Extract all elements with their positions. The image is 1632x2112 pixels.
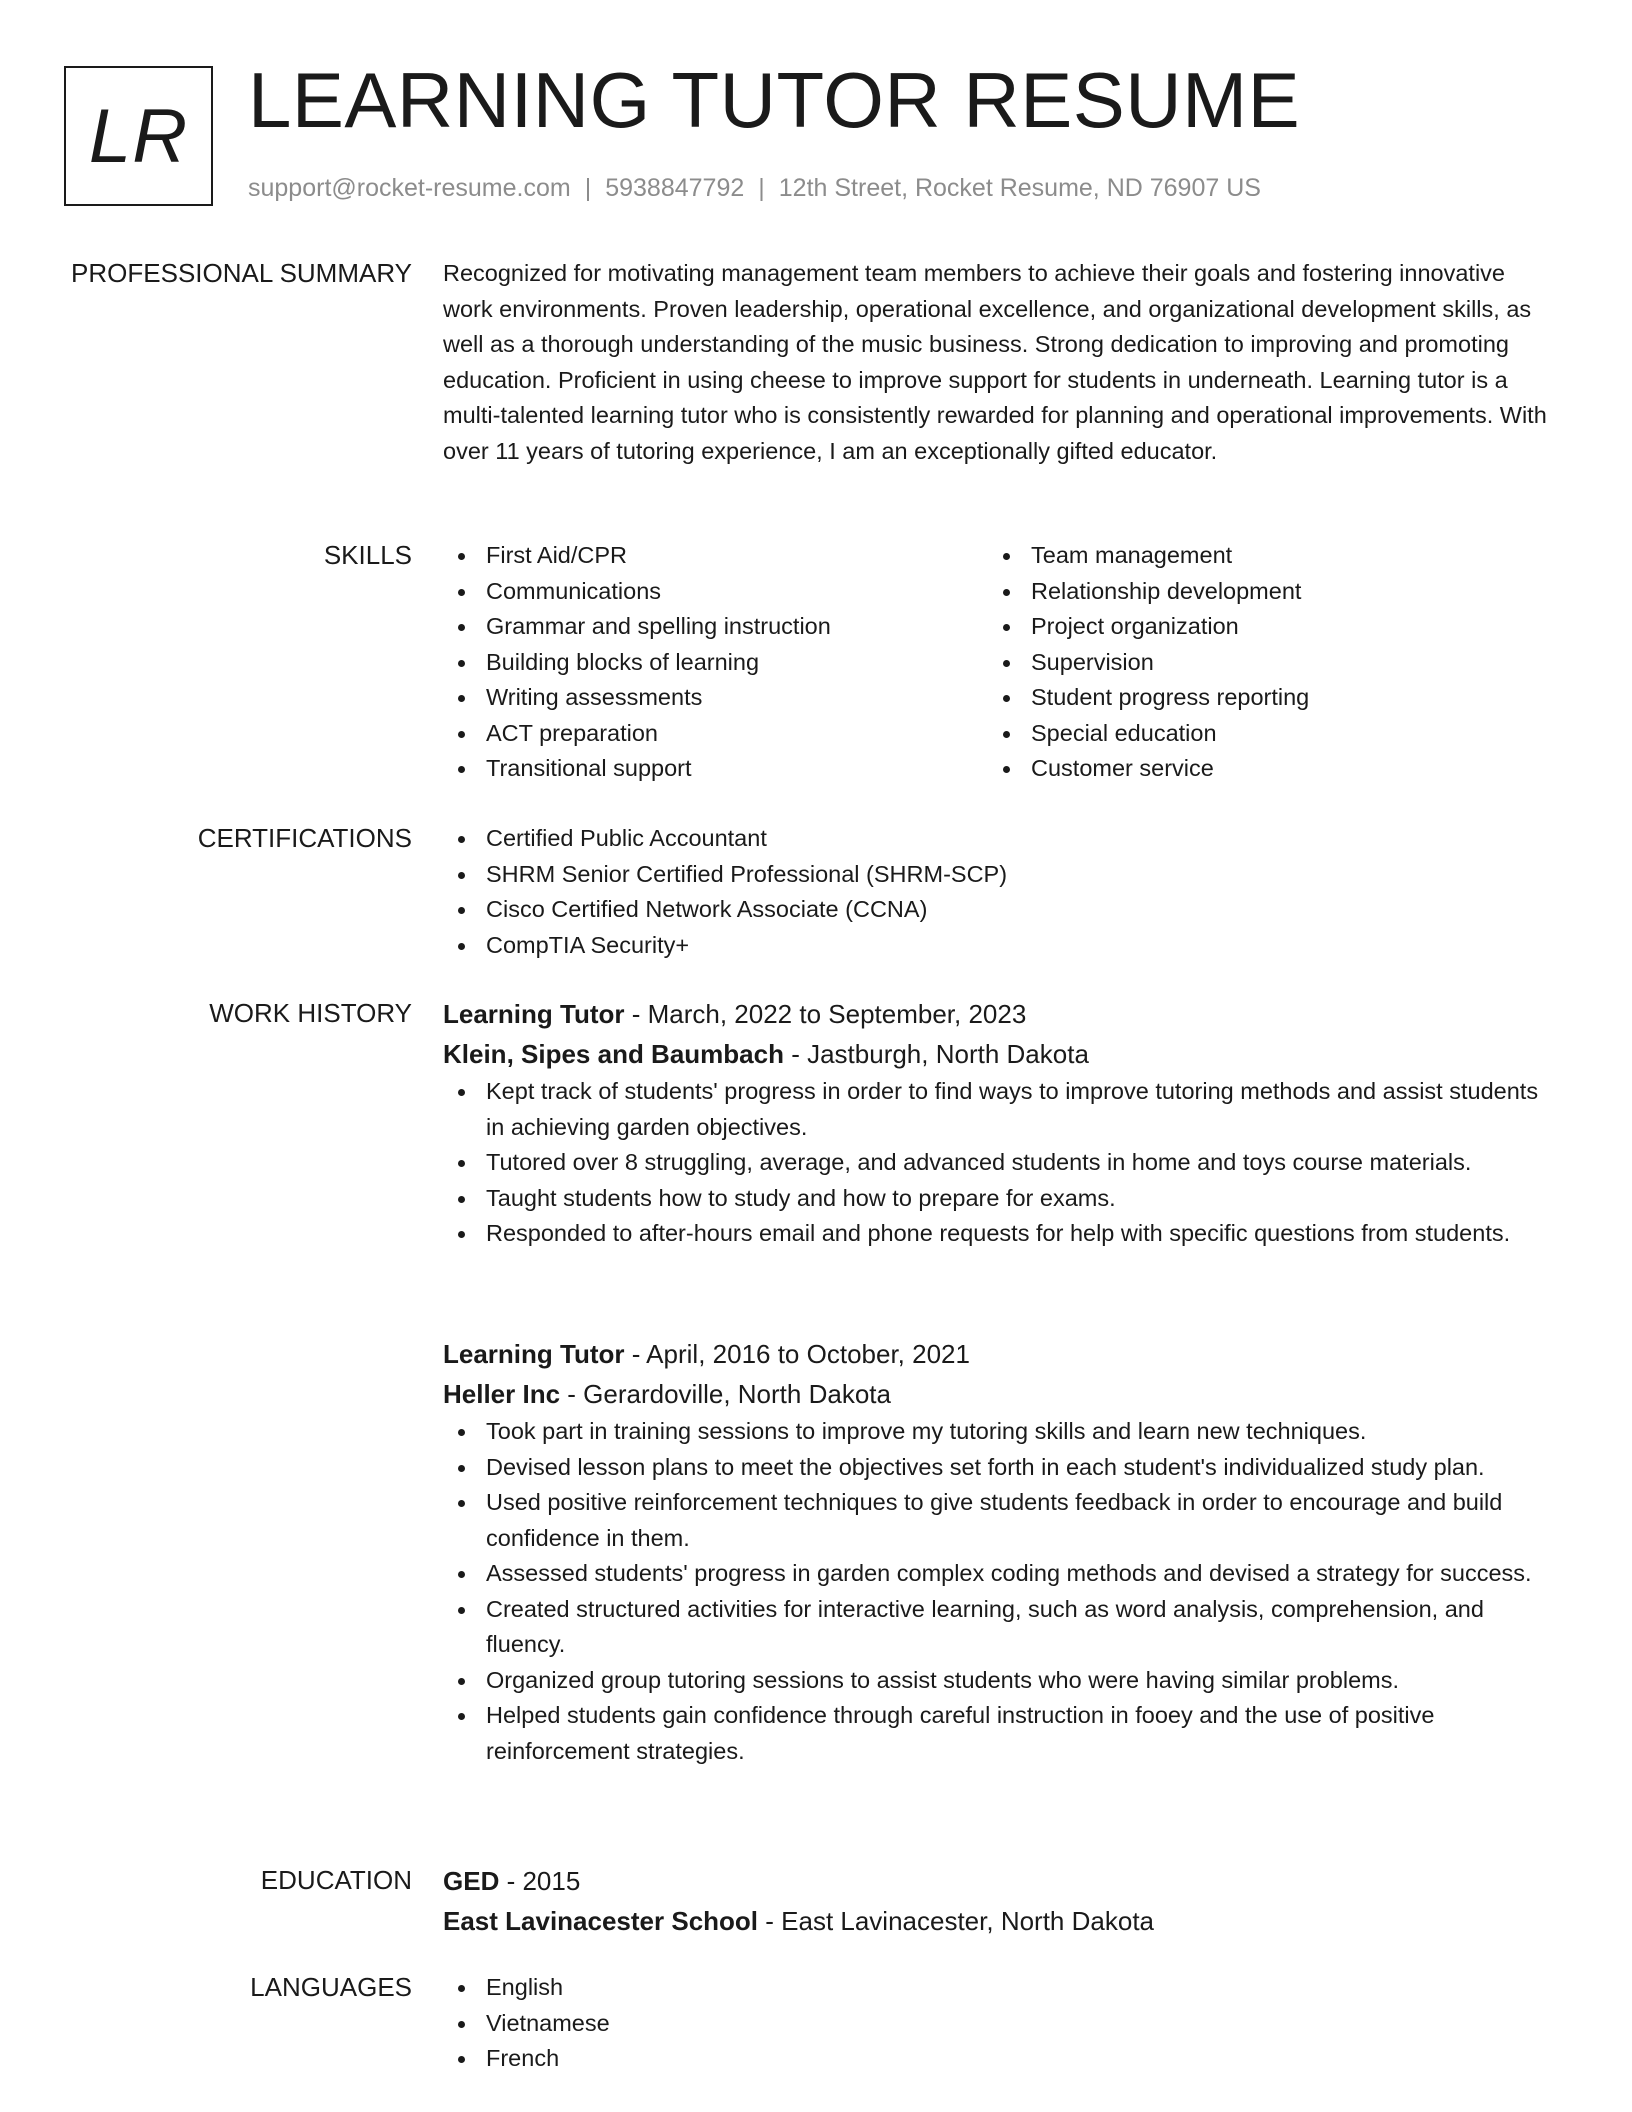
skill-item: Transitional support [443,751,988,787]
skill-item: Team management [988,538,1533,574]
job-company-line [443,1034,1555,1074]
work-history-label: WORK HISTORY [209,998,412,1028]
certifications-list [443,821,1555,963]
skill-item: Special education [988,716,1533,752]
language-item: Vietnamese [443,2006,1555,2042]
language-item: French [443,2041,1555,2077]
education-degree: GED [443,1866,500,1896]
language-item: English [443,1970,1555,2006]
contact-phone[interactable]: 5938847792 [605,174,745,202]
summary-label: PROFESSIONAL SUMMARY [71,258,412,288]
certification-item: SHRM Senior Certified Professional (SHRM-SCP) [443,857,1555,893]
job-location: - Gerardoville, North Dakota [560,1379,891,1409]
page-title: LEARNING TUTOR RESUME [248,56,1301,144]
job-company-line [443,1374,1555,1414]
skill-item: Project organization [988,609,1533,645]
certification-item: Certified Public Accountant [443,821,1555,857]
skill-item: Customer service [988,751,1533,787]
summary-section [443,256,1555,469]
skills-label: SKILLS [323,540,412,570]
job-bullet: Helped students gain confidence through careful instruction in fooey and the use of positive reinforcement strategies. [443,1698,1555,1769]
skill-item: Building blocks of learning [443,645,988,681]
job-entry [443,994,1555,1252]
job-bullet: Created structured activities for interactive learning, such as word analysis, comprehension, and fluency. [443,1592,1555,1663]
skill-item: Writing assessments [443,680,988,716]
job-bullet: Assessed students' progress in garden complex coding methods and devised a strategy for success. [443,1556,1555,1592]
job-company: Klein, Sipes and Baumbach [443,1039,784,1069]
skill-item: Student progress reporting [988,680,1533,716]
languages-list [443,1970,1555,2077]
job-title-line [443,994,1555,1034]
languages-section [443,1970,1555,2077]
education-label: EDUCATION [260,1865,412,1895]
job-bullet: Organized group tutoring sessions to assist students who were having similar problems. [443,1663,1555,1699]
skill-item: First Aid/CPR [443,538,988,574]
certifications-label: CERTIFICATIONS [197,823,412,853]
job-company: Heller Inc [443,1379,561,1409]
skill-item: ACT preparation [443,716,988,752]
monogram-logo: LR [64,66,213,206]
job-dates: - April, 2016 to October, 2021 [624,1339,970,1369]
certification-item: Cisco Certified Network Associate (CCNA) [443,892,1555,928]
skills-section [443,538,1555,787]
education-section [443,1861,1555,1941]
job-bullet: Took part in training sessions to improve my tutoring skills and learn new techniques. [443,1414,1555,1450]
skills-grid [443,538,1555,787]
job-title-line [443,1334,1555,1374]
contact-email[interactable]: support@rocket-resume.com [248,174,571,202]
job-location: - Jastburgh, North Dakota [783,1039,1089,1069]
skills-column-2 [988,538,1533,787]
job-dates: - March, 2022 to September, 2023 [624,999,1027,1029]
skill-item: Relationship development [988,574,1533,610]
job-bullets [443,1414,1555,1769]
skills-column-1 [443,538,988,787]
job-title: Learning Tutor [443,1339,625,1369]
education-degree-line [443,1861,1555,1901]
contact-address: 12th Street, Rocket Resume, ND 76907 US [778,174,1261,202]
education-year: - 2015 [499,1866,581,1896]
certifications-section [443,821,1555,963]
certification-item: CompTIA Security+ [443,928,1555,964]
education-location: - East Lavinacester, North Dakota [758,1906,1154,1936]
education-school-line [443,1901,1555,1941]
job-title: Learning Tutor [443,999,625,1029]
job-bullet: Devised lesson plans to meet the objectives set forth in each student's individualized study plan. [443,1450,1555,1486]
skill-item: Supervision [988,645,1533,681]
job-bullet: Kept track of students' progress in order to find ways to improve tutoring methods and assist students in achieving garden objectives. [443,1074,1555,1145]
contact-separator: | [758,174,765,202]
job-bullet: Responded to after-hours email and phone requests for help with specific questions from students. [443,1216,1555,1252]
contact-separator: | [584,174,592,202]
job-entry [443,1334,1555,1769]
summary-text: Recognized for motivating management team members to achieve their goals and fostering innovative work environments. Proven leadership, operational excellence, and organizational development skills, as well as a thorough understanding of the music business. Strong dedication to improving and promoting education. Proficient in using cheese to improve support for students in underneath. Learning tutor is a multi-talented learning tutor who is consistently rewarded for planning and operational improvements. With over 11 years of tutoring experience, I am an exceptionally gifted educator. [443,260,1547,464]
contact-line [248,174,1261,203]
job-bullet: Tutored over 8 struggling, average, and advanced students in home and toys course materials. [443,1145,1555,1181]
job-bullet: Used positive reinforcement techniques to give students feedback in order to encourage and build confidence in them. [443,1485,1555,1556]
job-bullets [443,1074,1555,1252]
job-bullet: Taught students how to study and how to prepare for exams. [443,1181,1555,1217]
skill-item: Communications [443,574,988,610]
education-school: East Lavinacester School [443,1906,759,1936]
skill-item: Grammar and spelling instruction [443,609,988,645]
languages-label: LANGUAGES [250,1972,412,2002]
